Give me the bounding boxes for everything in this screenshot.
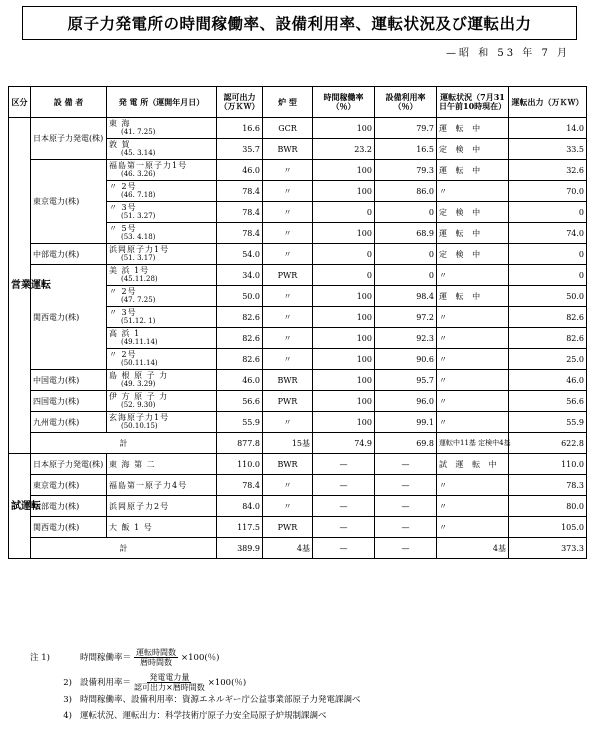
header-capacity: 認可出力（万ＫＷ） [217, 87, 263, 118]
plant-start-date: (53. 4.18) [121, 233, 156, 241]
total-label: 計 [31, 538, 217, 559]
plant-cell [107, 139, 217, 160]
plant-cell [107, 160, 217, 181]
output-cell: 82.6 [509, 307, 587, 328]
plant-name: 玄海原子力1号 [109, 413, 170, 422]
plant-cell [107, 370, 217, 391]
reactor-type-cell: 〃 [263, 244, 313, 265]
time-rate-cell: 0 [313, 265, 375, 286]
total-units: 15基 [263, 433, 313, 454]
plant-name: 浜岡原子力1号 [109, 245, 170, 254]
plant-cell [107, 391, 217, 412]
plant-start-date: (51. 3.27) [121, 212, 156, 220]
output-cell: 50.0 [509, 286, 587, 307]
header-operator: 設 備 者 [31, 87, 107, 118]
header-plant: 発 電 所（運開年月日） [107, 87, 217, 118]
plant-cell [107, 475, 217, 496]
capacity-cell: 46.0 [217, 160, 263, 181]
plant-cell [107, 265, 217, 286]
reactor-type-cell: 〃 [263, 496, 313, 517]
util-rate-cell: 0 [375, 244, 437, 265]
plant-name: 〃 5号 [109, 224, 137, 233]
plant-cell [107, 517, 217, 538]
operator-cell: 中部電力(株) [31, 244, 107, 265]
plant-name: 美 浜 1号 [109, 266, 150, 275]
total-capacity: 877.8 [217, 433, 263, 454]
util-rate-cell: 90.6 [375, 349, 437, 370]
plant-start-date: (47. 7.25) [121, 296, 156, 304]
note-2: 2) 設備利用率＝ $\frac{\text{発電電力量}}{\text{認可出力×暦時間数}}$ ×100(％) [63, 673, 247, 692]
capacity-cell: 56.6 [217, 391, 263, 412]
plant-cell [107, 202, 217, 223]
fraction: $\frac{\text{運転時間数}}{\text{暦時間数}}$ [136, 648, 177, 667]
capacity-cell: 35.7 [217, 139, 263, 160]
output-cell: 70.0 [509, 181, 587, 202]
output-cell: 0 [509, 244, 587, 265]
reactor-type-cell: 〃 [263, 412, 313, 433]
capacity-cell: 50.0 [217, 286, 263, 307]
time-rate-cell: 100 [313, 349, 375, 370]
util-rate-cell: 99.1 [375, 412, 437, 433]
note-4: 4) 運転状況、運転出力：科学技術庁原子力安全局原子炉規制課調べ [63, 711, 327, 721]
total-time-rate: — [313, 538, 375, 559]
time-rate-cell: 0 [313, 202, 375, 223]
status-cell: 定 検 中 [437, 244, 509, 265]
status-cell: 〃 [437, 496, 509, 517]
time-rate-cell: 23.2 [313, 139, 375, 160]
output-cell: 82.6 [509, 328, 587, 349]
status-cell: 運 転 中 [437, 118, 509, 139]
plant-cell [107, 286, 217, 307]
plant-start-date: (51.12. 1) [121, 317, 156, 325]
time-rate-cell: 100 [313, 328, 375, 349]
reactor-type-cell: BWR [263, 370, 313, 391]
page-title: 原子力発電所の時間稼働率、設備利用率、運転状況及び運転出力 [22, 6, 577, 40]
reactor-type-cell: BWR [263, 454, 313, 475]
plant-name: 福島第一原子力4号 [109, 480, 188, 490]
plant-cell [107, 223, 217, 244]
capacity-cell: 82.6 [217, 328, 263, 349]
table-row [9, 370, 587, 391]
reactor-type-cell: 〃 [263, 475, 313, 496]
status-cell: 〃 [437, 307, 509, 328]
total-time-rate: 74.9 [313, 433, 375, 454]
capacity-cell: 78.4 [217, 223, 263, 244]
operator-cell: 関西電力(株) [31, 517, 107, 538]
plant-cell [107, 454, 217, 475]
reactor-type-cell: PWR [263, 265, 313, 286]
output-cell: 110.0 [509, 454, 587, 475]
total-output: 373.3 [509, 538, 587, 559]
operator-cell: 東京電力(株) [31, 160, 107, 244]
capacity-cell: 82.6 [217, 307, 263, 328]
plant-cell [107, 349, 217, 370]
header-util-rate: 設備利用率（％） [375, 87, 437, 118]
table-row [9, 454, 587, 475]
plant-name: 〃 3号 [109, 203, 137, 212]
plant-name: 〃 2号 [109, 287, 137, 296]
plant-name: 敦 賀 [109, 140, 131, 149]
plant-start-date: (41. 7.25) [121, 128, 156, 136]
util-rate-cell: 92.3 [375, 328, 437, 349]
plant-start-date: (45.11.28) [121, 275, 158, 283]
time-rate-cell: 100 [313, 391, 375, 412]
plant-start-date: (45. 3.14) [121, 149, 156, 157]
capacity-cell: 34.0 [217, 265, 263, 286]
time-rate-cell: 100 [313, 286, 375, 307]
status-cell: 試 運 転 中 [437, 454, 509, 475]
plant-name: 東 海 第 二 [109, 459, 156, 469]
table-row [9, 265, 587, 286]
plant-name: 〃 2号 [109, 182, 137, 191]
table-row [9, 475, 587, 496]
nuclear-plant-table [8, 86, 587, 559]
header-status: 運転状況（7月31日午前10時現在） [437, 87, 509, 118]
reactor-type-cell: BWR [263, 139, 313, 160]
table-row [9, 496, 587, 517]
reactor-type-cell: 〃 [263, 349, 313, 370]
table-row [9, 160, 587, 181]
util-rate-cell: 98.4 [375, 286, 437, 307]
plant-name: 大 飯 1 号 [109, 522, 153, 532]
util-rate-cell: 95.7 [375, 370, 437, 391]
output-cell: 14.0 [509, 118, 587, 139]
util-rate-cell: 68.9 [375, 223, 437, 244]
plant-start-date: (49. 3.29) [121, 380, 156, 388]
status-cell: 〃 [437, 181, 509, 202]
capacity-cell: 117.5 [217, 517, 263, 538]
time-rate-cell: — [313, 496, 375, 517]
plant-start-date: (46. 3.26) [121, 170, 156, 178]
plant-start-date: (51. 3.17) [121, 254, 156, 262]
time-rate-cell: — [313, 475, 375, 496]
status-cell: 〃 [437, 349, 509, 370]
reactor-type-cell: 〃 [263, 202, 313, 223]
reactor-type-cell: 〃 [263, 307, 313, 328]
output-cell: 80.0 [509, 496, 587, 517]
time-rate-cell: 100 [313, 160, 375, 181]
status-cell: 〃 [437, 475, 509, 496]
total-row [9, 538, 587, 559]
report-date: —昭 和 53 年 7 月 [446, 48, 570, 59]
time-rate-cell: 100 [313, 370, 375, 391]
util-rate-cell: 0 [375, 202, 437, 223]
plant-name: 島 根 原 子 力 [109, 371, 169, 380]
capacity-cell: 46.0 [217, 370, 263, 391]
capacity-cell: 78.4 [217, 202, 263, 223]
header-category: 区分 [9, 87, 31, 118]
plant-cell [107, 412, 217, 433]
time-rate-cell: 0 [313, 244, 375, 265]
output-cell: 55.9 [509, 412, 587, 433]
capacity-cell: 78.4 [217, 181, 263, 202]
category-commercial: 営業運転 [9, 118, 31, 454]
plant-start-date: (46. 7.18) [121, 191, 156, 199]
table-row [9, 391, 587, 412]
status-cell: 定 検 中 [437, 139, 509, 160]
plant-cell [107, 496, 217, 517]
total-util-rate: — [375, 538, 437, 559]
plant-cell [107, 181, 217, 202]
capacity-cell: 55.9 [217, 412, 263, 433]
util-rate-cell: 96.0 [375, 391, 437, 412]
output-cell: 0 [509, 202, 587, 223]
time-rate-cell: 100 [313, 412, 375, 433]
reactor-type-cell: 〃 [263, 328, 313, 349]
reactor-type-cell: PWR [263, 517, 313, 538]
status-cell: 〃 [437, 328, 509, 349]
operator-cell: 四国電力(株) [31, 391, 107, 412]
plant-name: 浜岡原子力2号 [109, 501, 170, 511]
output-cell: 25.0 [509, 349, 587, 370]
header-time-rate: 時間稼働率（％） [313, 87, 375, 118]
operator-cell: 九州電力(株) [31, 412, 107, 433]
reactor-type-cell: 〃 [263, 223, 313, 244]
plant-cell [107, 244, 217, 265]
reactor-type-cell: 〃 [263, 181, 313, 202]
plant-name: 〃 2号 [109, 350, 137, 359]
output-cell: 46.0 [509, 370, 587, 391]
header-reactor: 炉 型 [263, 87, 313, 118]
note-1: 注 1) 時間稼働率＝ $\frac{\text{運転時間数}}{\text{暦時間数}}$ ×100(％) [30, 648, 220, 667]
util-rate-cell: 79.3 [375, 160, 437, 181]
plant-start-date: (52. 9.30) [121, 401, 156, 409]
capacity-cell: 54.0 [217, 244, 263, 265]
footnotes [30, 648, 590, 724]
output-cell: 0 [509, 265, 587, 286]
plant-name: 福島第一原子力1号 [109, 161, 188, 170]
util-rate-cell: 79.7 [375, 118, 437, 139]
time-rate-cell: 100 [313, 181, 375, 202]
plant-cell [107, 118, 217, 139]
table-row [9, 244, 587, 265]
status-cell: 〃 [437, 391, 509, 412]
status-cell: 定 検 中 [437, 202, 509, 223]
plant-name: 東 海 [109, 119, 131, 128]
reactor-type-cell: 〃 [263, 286, 313, 307]
output-cell: 105.0 [509, 517, 587, 538]
operator-cell: 日本原子力発電(株) [31, 118, 107, 160]
total-util-rate: 69.8 [375, 433, 437, 454]
status-cell: 運 転 中 [437, 223, 509, 244]
total-capacity: 389.9 [217, 538, 263, 559]
util-rate-cell: — [375, 454, 437, 475]
capacity-cell: 78.4 [217, 475, 263, 496]
reactor-type-cell: GCR [263, 118, 313, 139]
plant-start-date: (49.11.14) [121, 338, 158, 346]
util-rate-cell: — [375, 517, 437, 538]
output-cell: 33.5 [509, 139, 587, 160]
util-rate-cell: 86.0 [375, 181, 437, 202]
output-cell: 56.6 [509, 391, 587, 412]
status-cell: 運 転 中 [437, 286, 509, 307]
total-status: 4基 [437, 538, 509, 559]
status-cell: 運 転 中 [437, 160, 509, 181]
plant-start-date: (50.10.15) [121, 422, 158, 430]
util-rate-cell: 0 [375, 265, 437, 286]
operator-cell: 中国電力(株) [31, 370, 107, 391]
output-cell: 78.3 [509, 475, 587, 496]
util-rate-cell: — [375, 475, 437, 496]
output-cell: 74.0 [509, 223, 587, 244]
status-cell: 〃 [437, 265, 509, 286]
plant-cell [107, 328, 217, 349]
note-3: 3) 時間稼働率、設備利用率：資源エネルギー庁公益事業部原子力発電課調べ [63, 695, 361, 705]
plant-name: 高 浜 1 [109, 329, 141, 338]
header-output: 運転出力（万ＫＷ） [509, 87, 587, 118]
plant-name: 伊 方 原 子 力 [109, 392, 169, 401]
util-rate-cell: 97.2 [375, 307, 437, 328]
table-row [9, 412, 587, 433]
time-rate-cell: — [313, 517, 375, 538]
operator-cell: 中部電力(株) [31, 496, 107, 517]
capacity-cell: 16.6 [217, 118, 263, 139]
operator-cell: 日本原子力発電(株) [31, 454, 107, 475]
plant-name: 〃 3号 [109, 308, 137, 317]
time-rate-cell: 100 [313, 223, 375, 244]
fraction: $\frac{\text{発電電力量}}{\text{認可出力×暦時間数}}$ [134, 673, 205, 692]
util-rate-cell: 16.5 [375, 139, 437, 160]
time-rate-cell: 100 [313, 118, 375, 139]
plant-start-date: (50.11.14) [121, 359, 158, 367]
time-rate-cell: — [313, 454, 375, 475]
status-cell: 〃 [437, 517, 509, 538]
util-rate-cell: — [375, 496, 437, 517]
total-status: 運転中11基 定検中4基 [437, 433, 509, 454]
status-cell: 〃 [437, 370, 509, 391]
capacity-cell: 84.0 [217, 496, 263, 517]
output-cell: 32.6 [509, 160, 587, 181]
total-label: 計 [31, 433, 217, 454]
reactor-type-cell: PWR [263, 391, 313, 412]
total-units: 4基 [263, 538, 313, 559]
reactor-type-cell: 〃 [263, 160, 313, 181]
status-cell: 〃 [437, 412, 509, 433]
plant-cell [107, 307, 217, 328]
capacity-cell: 110.0 [217, 454, 263, 475]
operator-cell: 東京電力(株) [31, 475, 107, 496]
table-row [9, 118, 587, 139]
time-rate-cell: 100 [313, 307, 375, 328]
table-header [9, 87, 587, 118]
table-row [9, 517, 587, 538]
total-output: 622.8 [509, 433, 587, 454]
capacity-cell: 82.6 [217, 349, 263, 370]
operator-cell: 関西電力(株) [31, 265, 107, 370]
total-row [9, 433, 587, 454]
category-trial: 試運転 [9, 454, 31, 559]
